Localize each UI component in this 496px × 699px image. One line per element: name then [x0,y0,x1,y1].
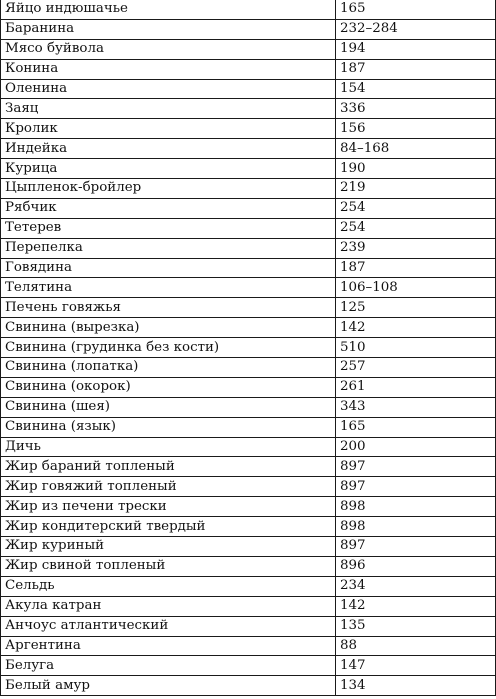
calorie-value-cell: 234 [336,576,496,596]
table-row [1,298,496,318]
calorie-value-cell: 897 [336,477,496,497]
calorie-value-cell: 84–168 [336,139,496,159]
calorie-value-cell: 106–108 [336,278,496,298]
calorie-value-cell: 147 [336,656,496,676]
table-row [1,0,496,19]
table-row [1,576,496,596]
product-name-cell: Курица [1,159,336,179]
calorie-value-cell: 190 [336,159,496,179]
calorie-value-cell: 239 [336,238,496,258]
table-row [1,517,496,537]
product-name-cell: Мясо буйвола [1,39,336,59]
table-row [1,159,496,179]
table-row [1,616,496,636]
product-name-cell: Кролик [1,119,336,139]
table-row [1,477,496,497]
calorie-value-cell: 896 [336,556,496,576]
product-name-cell: Жир говяжий топленый [1,477,336,497]
table-row [1,99,496,119]
product-name-cell: Индейка [1,139,336,159]
product-name-cell: Акула катран [1,596,336,616]
table-row [1,556,496,576]
calorie-value-cell: 165 [336,0,496,19]
table-row [1,318,496,338]
calorie-value-cell: 219 [336,179,496,199]
product-name-cell: Свинина (вырезка) [1,318,336,338]
table-row [1,79,496,99]
table-row [1,139,496,159]
calorie-value-cell: 142 [336,318,496,338]
calorie-value-cell: 254 [336,218,496,238]
table-row [1,397,496,417]
table-row [1,377,496,397]
product-name-cell: Яйцо индюшачье [1,0,336,19]
table-row [1,19,496,39]
product-name-cell: Аргентина [1,636,336,656]
product-name-cell: Жир бараний топленый [1,457,336,477]
product-name-cell: Анчоус атлантический [1,616,336,636]
table-row [1,676,496,696]
calorie-value-cell: 194 [336,39,496,59]
product-name-cell: Свинина (язык) [1,417,336,437]
product-name-cell: Жир свиной топленый [1,556,336,576]
table-row [1,179,496,199]
product-name-cell: Свинина (грудинка без кости) [1,338,336,358]
calorie-value-cell: 156 [336,119,496,139]
product-name-cell: Жир куриный [1,537,336,557]
product-name-cell: Сельдь [1,576,336,596]
table-row [1,537,496,557]
calorie-value-cell: 510 [336,338,496,358]
calorie-value-cell: 336 [336,99,496,119]
product-name-cell: Свинина (лопатка) [1,358,336,378]
table-row [1,358,496,378]
product-name-cell: Жир кондитерский твердый [1,517,336,537]
table-row [1,238,496,258]
table-row [1,218,496,238]
calorie-value-cell: 200 [336,437,496,457]
product-name-cell: Белый амур [1,676,336,696]
product-name-cell: Жир из печени трески [1,497,336,517]
table-row [1,338,496,358]
product-name-cell: Цыпленок-бройлер [1,179,336,199]
product-name-cell: Дичь [1,437,336,457]
calorie-value-cell: 897 [336,537,496,557]
table-row [1,59,496,79]
product-name-cell: Белуга [1,656,336,676]
table-row [1,198,496,218]
table-row [1,437,496,457]
calorie-value-cell: 898 [336,497,496,517]
product-name-cell: Тетерев [1,218,336,238]
calorie-value-cell: 165 [336,417,496,437]
calorie-value-cell: 898 [336,517,496,537]
product-name-cell: Свинина (шея) [1,397,336,417]
product-name-cell: Печень говяжья [1,298,336,318]
calorie-table-body [1,0,496,696]
product-name-cell: Заяц [1,99,336,119]
table-row [1,497,496,517]
table-row [1,258,496,278]
table-row [1,39,496,59]
table-row [1,656,496,676]
calorie-value-cell: 343 [336,397,496,417]
product-name-cell: Оленина [1,79,336,99]
calorie-value-cell: 232–284 [336,19,496,39]
calorie-value-cell: 254 [336,198,496,218]
product-name-cell: Рябчик [1,198,336,218]
calorie-value-cell: 257 [336,358,496,378]
calorie-value-cell: 897 [336,457,496,477]
product-name-cell: Конина [1,59,336,79]
calorie-value-cell: 142 [336,596,496,616]
table-row [1,636,496,656]
calorie-value-cell: 135 [336,616,496,636]
product-name-cell: Телятина [1,278,336,298]
calorie-value-cell: 134 [336,676,496,696]
table-row [1,119,496,139]
table-row [1,596,496,616]
calorie-value-cell: 88 [336,636,496,656]
calorie-value-cell: 187 [336,59,496,79]
calorie-value-cell: 154 [336,79,496,99]
calorie-value-cell: 187 [336,258,496,278]
table-row [1,278,496,298]
calorie-value-cell: 261 [336,377,496,397]
product-name-cell: Перепелка [1,238,336,258]
calorie-value-cell: 125 [336,298,496,318]
product-name-cell: Баранина [1,19,336,39]
table-row [1,457,496,477]
table-row [1,417,496,437]
product-name-cell: Свинина (окорок) [1,377,336,397]
product-name-cell: Говядина [1,258,336,278]
